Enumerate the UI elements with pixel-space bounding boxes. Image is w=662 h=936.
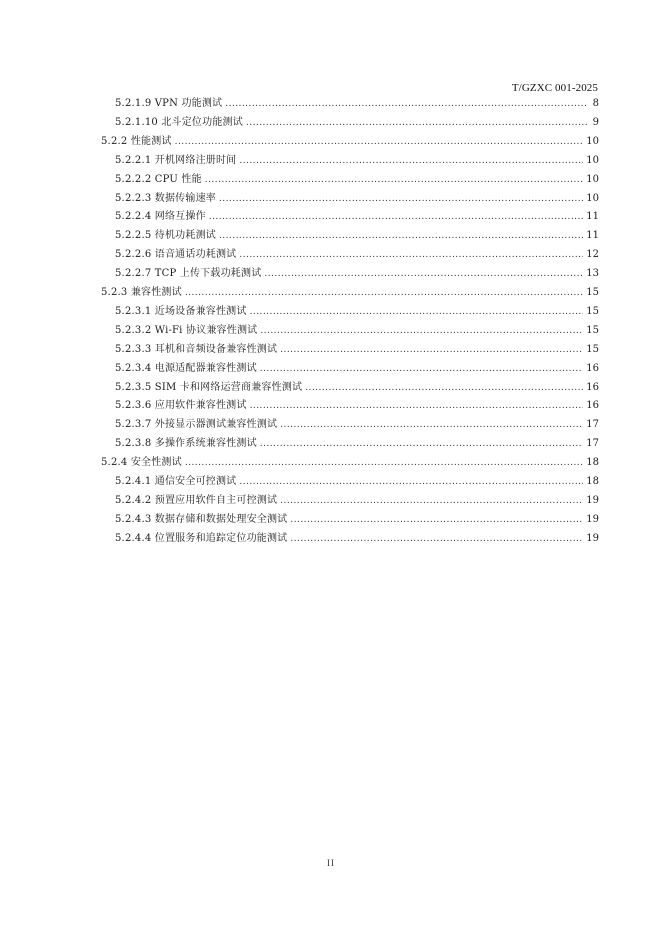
toc-leader-dots: [209, 209, 584, 225]
toc-entry[interactable]: [115, 209, 599, 225]
toc-entry-page: 17: [586, 419, 599, 431]
toc-entry[interactable]: [115, 436, 599, 452]
toc-entry-label: 5.2.3.8 多操作系统兼容性测试: [115, 438, 257, 450]
toc-entry-label: 5.2.3.7 外接显示器测试兼容性测试: [115, 419, 278, 431]
toc-entry[interactable]: [101, 455, 599, 471]
toc-leader-dots: [260, 323, 583, 339]
toc-entry[interactable]: [115, 512, 599, 528]
toc-entry-label: 5.2.4.2 预置应用软件自主可控测试: [115, 494, 278, 506]
toc-leader-dots: [250, 398, 584, 414]
toc-entry[interactable]: [115, 474, 599, 490]
toc-entry[interactable]: [115, 191, 599, 207]
toc-entry-label: 5.2.3.4 电源适配器兼容性测试: [115, 362, 257, 374]
toc-leader-dots: [290, 531, 583, 547]
toc-entry-page: 9: [592, 116, 599, 128]
toc-entry-page: 12: [586, 249, 599, 261]
toc-leader-dots: [280, 493, 583, 509]
toc-entry-label: 5.2.3.3 耳机和音频设备兼容性测试: [115, 343, 278, 355]
toc-leader-dots: [260, 436, 584, 452]
toc-entry-label: 5.2.3 兼容性测试: [101, 287, 182, 298]
toc-entry-label: 5.2.2.6 语音通话功耗测试: [115, 249, 237, 261]
toc-leader-dots: [250, 304, 584, 320]
toc-leader-dots: [239, 153, 583, 169]
toc-leader-dots: [280, 417, 583, 433]
toc-entry-page: 17: [586, 438, 599, 450]
toc-entry-label: 5.2.4 安全性测试: [101, 457, 182, 469]
toc-entry[interactable]: [115, 323, 599, 339]
toc-leader-dots: [219, 228, 583, 244]
toc-entry-page: 8: [592, 98, 599, 109]
toc-leader-dots: [239, 247, 583, 263]
toc-entry-page: 16: [586, 400, 599, 412]
toc-entry[interactable]: [115, 266, 599, 282]
toc-entry[interactable]: [115, 531, 599, 547]
toc-entry-page: 18: [586, 476, 599, 487]
toc-entry-label: 5.2.4.1 通信安全可控测试: [115, 476, 237, 487]
toc-entry-label: 5.2.4.3 数据存储和数据处理安全测试: [115, 513, 288, 525]
toc-entry-page: 10: [586, 192, 599, 204]
toc-entry-page: 19: [586, 494, 599, 506]
toc-entry[interactable]: [115, 247, 599, 263]
toc-leader-dots: [225, 96, 588, 112]
toc-entry-label: 5.2.3.6 应用软件兼容性测试: [115, 400, 247, 412]
toc-entry-label: 5.2.4.4 位置服务和追踪定位功能测试: [115, 532, 288, 544]
toc-entry-page: 10: [586, 154, 599, 166]
toc-entry[interactable]: [115, 304, 599, 320]
toc-entry[interactable]: [115, 342, 599, 358]
toc-entry-label: 5.2.2.5 待机功耗测试: [115, 230, 216, 242]
toc-leader-dots: [264, 266, 583, 282]
toc-entry-label: 5.2.1.10 北斗定位功能测试: [115, 116, 243, 128]
page-number: II: [327, 858, 335, 868]
toc-leader-dots: [290, 512, 583, 528]
toc-entry-label: 5.2.2.1 开机网络注册时间: [115, 154, 237, 166]
toc-entry-page: 15: [586, 324, 599, 336]
toc-entry[interactable]: [115, 153, 599, 169]
toc-entry-label: 5.2.1.9 VPN 功能测试: [115, 98, 223, 109]
toc-leader-dots: [280, 342, 583, 358]
toc-entry-label: 5.2.3.2 Wi-Fi 协议兼容性测试: [115, 324, 258, 336]
toc-entry-page: 15: [586, 305, 599, 317]
toc-entry[interactable]: [115, 115, 599, 131]
toc-leader-dots: [175, 134, 584, 150]
toc-entry-page: 16: [586, 381, 599, 393]
toc-entry[interactable]: [115, 172, 599, 188]
toc-leader-dots: [305, 380, 583, 396]
toc-leader-dots: [260, 361, 584, 377]
toc-entry-label: 5.2.2.3 数据传输速率: [115, 192, 216, 204]
toc-entry-page: 11: [586, 211, 599, 223]
toc-leader-dots: [246, 115, 588, 131]
toc-leader-dots: [205, 172, 583, 188]
toc-entry-page: 16: [586, 362, 599, 374]
toc-entry[interactable]: [115, 398, 599, 414]
toc-entry[interactable]: [101, 285, 599, 301]
toc-leader-dots: [219, 191, 583, 207]
toc-entry[interactable]: [115, 493, 599, 509]
toc-entry[interactable]: [115, 361, 599, 377]
toc-leader-dots: [185, 285, 583, 301]
toc-entry-page: 15: [586, 343, 599, 355]
toc-entry-page: 19: [586, 532, 599, 544]
toc-entry-page: 10: [586, 173, 599, 185]
toc-entry[interactable]: [101, 134, 599, 150]
toc-entry[interactable]: [115, 228, 599, 244]
toc-entry[interactable]: [115, 417, 599, 433]
toc-entry-page: 18: [586, 457, 599, 469]
toc-entry-label: 5.2.2.2 CPU 性能: [115, 173, 202, 185]
toc-entry-label: 5.2.3.1 近场设备兼容性测试: [115, 305, 247, 317]
toc-entry[interactable]: [115, 96, 599, 112]
toc-entry-page: 11: [586, 230, 599, 242]
toc-entry[interactable]: [115, 380, 599, 396]
toc-entry-label: 5.2.2.7 TCP 上传下载功耗测试: [115, 268, 262, 280]
document-code: T/GZXC 001-2025: [511, 82, 598, 94]
toc-entry-page: 19: [586, 513, 599, 525]
toc-entry-page: 15: [586, 287, 599, 298]
toc-entry-label: 5.2.2 性能测试: [101, 135, 172, 147]
toc-leader-dots: [239, 474, 583, 490]
toc-leader-dots: [185, 455, 583, 471]
toc-entry-label: 5.2.3.5 SIM 卡和网络运营商兼容性测试: [115, 381, 303, 393]
toc-entry-page: 13: [586, 268, 599, 280]
toc-entry-label: 5.2.2.4 网络互操作: [115, 211, 206, 223]
toc-entry-page: 10: [586, 135, 599, 147]
